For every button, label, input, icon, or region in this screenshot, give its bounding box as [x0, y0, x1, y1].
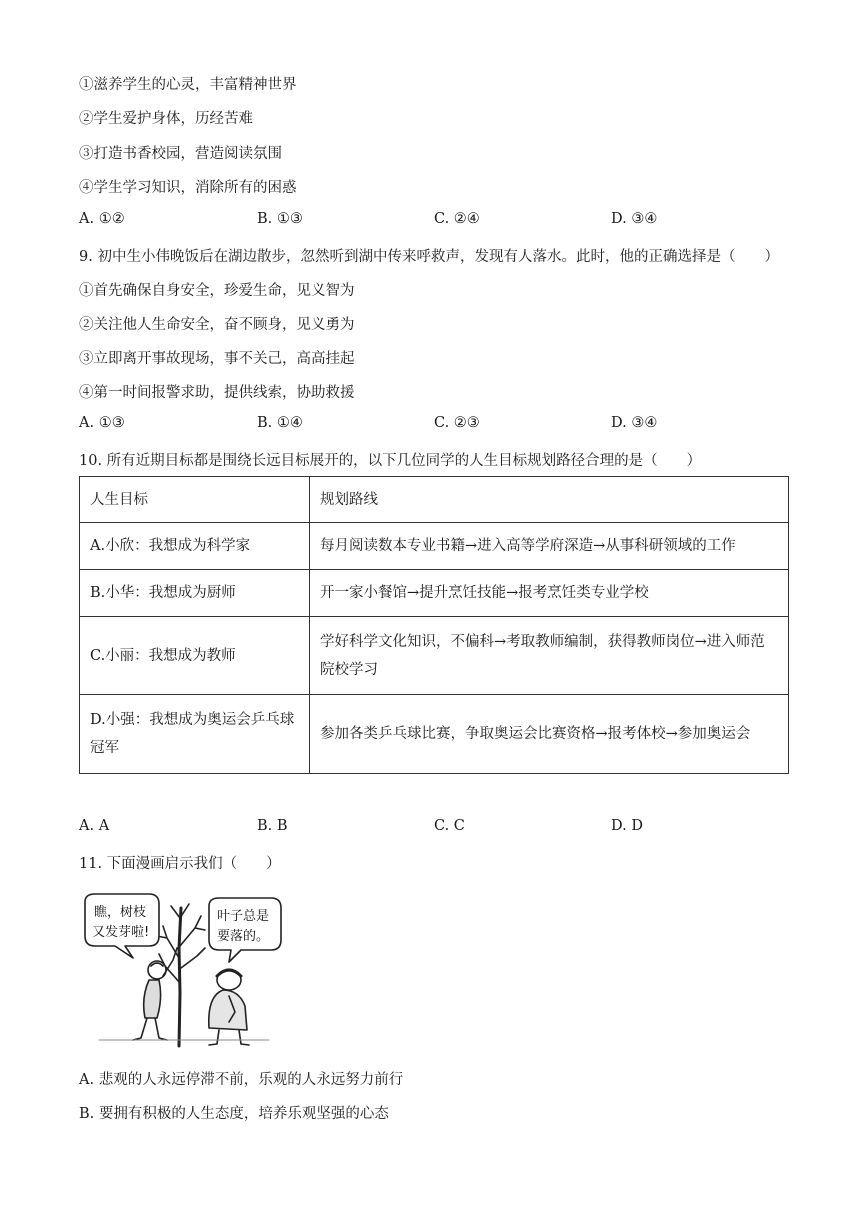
bubble-right-text-1: 叶子总是: [217, 909, 270, 924]
table-row: [80, 617, 789, 695]
q9-option-a: A. ①③: [79, 415, 125, 431]
q10-option-a: A. A: [79, 818, 110, 834]
q8-item-3: ③打造书香校园，营造阅读氛围: [79, 146, 282, 162]
header-route: 规划路线: [310, 477, 789, 523]
table-header-row: [80, 477, 789, 523]
row-a-route: 每月阅读数本专业书籍→进入高等学府深造→从事科研领域的工作: [310, 523, 789, 570]
q10-options: [79, 818, 799, 838]
q10-option-c: C. C: [434, 818, 465, 834]
q9-item-3: ③立即离开事故现场，事不关己，高高挂起: [79, 351, 355, 367]
bubble-left-text-1: 瞧，树枝: [94, 905, 147, 920]
plan-table: [79, 476, 789, 774]
q8-option-c: C. ②④: [434, 211, 480, 227]
q8-options: [79, 211, 799, 231]
q9-stem: 9. 初中生小伟晚饭后在湖边散步，忽然听到湖中传来呼救声，发现有人落水。此时，他的正确选择是（ ）: [79, 249, 779, 265]
q11-option-b: B. 要拥有积极的人生态度，培养乐观坚强的心态: [79, 1106, 389, 1122]
q8-option-b: B. ①③: [257, 211, 303, 227]
row-a-goal: A.小欣：我想成为科学家: [80, 523, 310, 570]
row-d-route: 参加各类乒乓球比赛，争取奥运会比赛资格→报考体校→参加奥运会: [310, 695, 789, 774]
row-b-route: 开一家小餐馆→提升烹饪技能→报考烹饪类专业学校: [310, 570, 789, 617]
q9-option-b: B. ①④: [257, 415, 303, 431]
q8-item-4: ④学生学习知识，消除所有的困惑: [79, 180, 297, 196]
row-b-goal: B.小华：我想成为厨师: [80, 570, 310, 617]
q10-option-b: B. B: [257, 818, 288, 834]
q9-item-4: ④第一时间报警求助，提供线索，协助救援: [79, 385, 355, 401]
row-c-goal: C.小丽：我想成为教师: [80, 617, 310, 695]
table-row: [80, 523, 789, 570]
q9-options: [79, 415, 799, 435]
q8-item-2: ②学生爱护身体，历经苦难: [79, 111, 253, 127]
q8-option-a: A. ①②: [79, 211, 125, 227]
q11-option-a: A. 悲观的人永远停滞不前，乐观的人永远努力前行: [79, 1072, 404, 1088]
q9-item-1: ①首先确保自身安全，珍爱生命，见义智为: [79, 283, 355, 299]
q10-stem: 10. 所有近期目标都是围绕长远目标展开的，以下几位同学的人生目标规划路径合理的是（ ）: [79, 453, 702, 469]
q9-option-c: C. ②③: [434, 415, 480, 431]
row-c-route: 学好科学文化知识，不偏科→考取教师编制，获得教师岗位→进入师范院校学习: [310, 617, 789, 695]
header-goal: 人生目标: [80, 477, 310, 523]
q9-option-d: D. ③④: [611, 415, 658, 431]
q8-option-d: D. ③④: [611, 211, 658, 227]
row-d-goal: D.小强：我想成为奥运会乒乓球冠军: [80, 695, 310, 774]
q9-item-2: ②关注他人生命安全，奋不顾身，见义勇为: [79, 317, 355, 333]
bubble-left-text-2: 又发芽啦!: [92, 925, 150, 940]
cartoon-illustration: [79, 888, 294, 1048]
q10-option-d: D. D: [611, 818, 643, 834]
bubble-right-text-2: 要落的。: [217, 929, 270, 944]
table-row: [80, 570, 789, 617]
q8-item-1: ①滋养学生的心灵，丰富精神世界: [79, 77, 297, 93]
q11-stem: 11. 下面漫画启示我们（ ）: [79, 856, 281, 872]
table-row: [80, 695, 789, 774]
